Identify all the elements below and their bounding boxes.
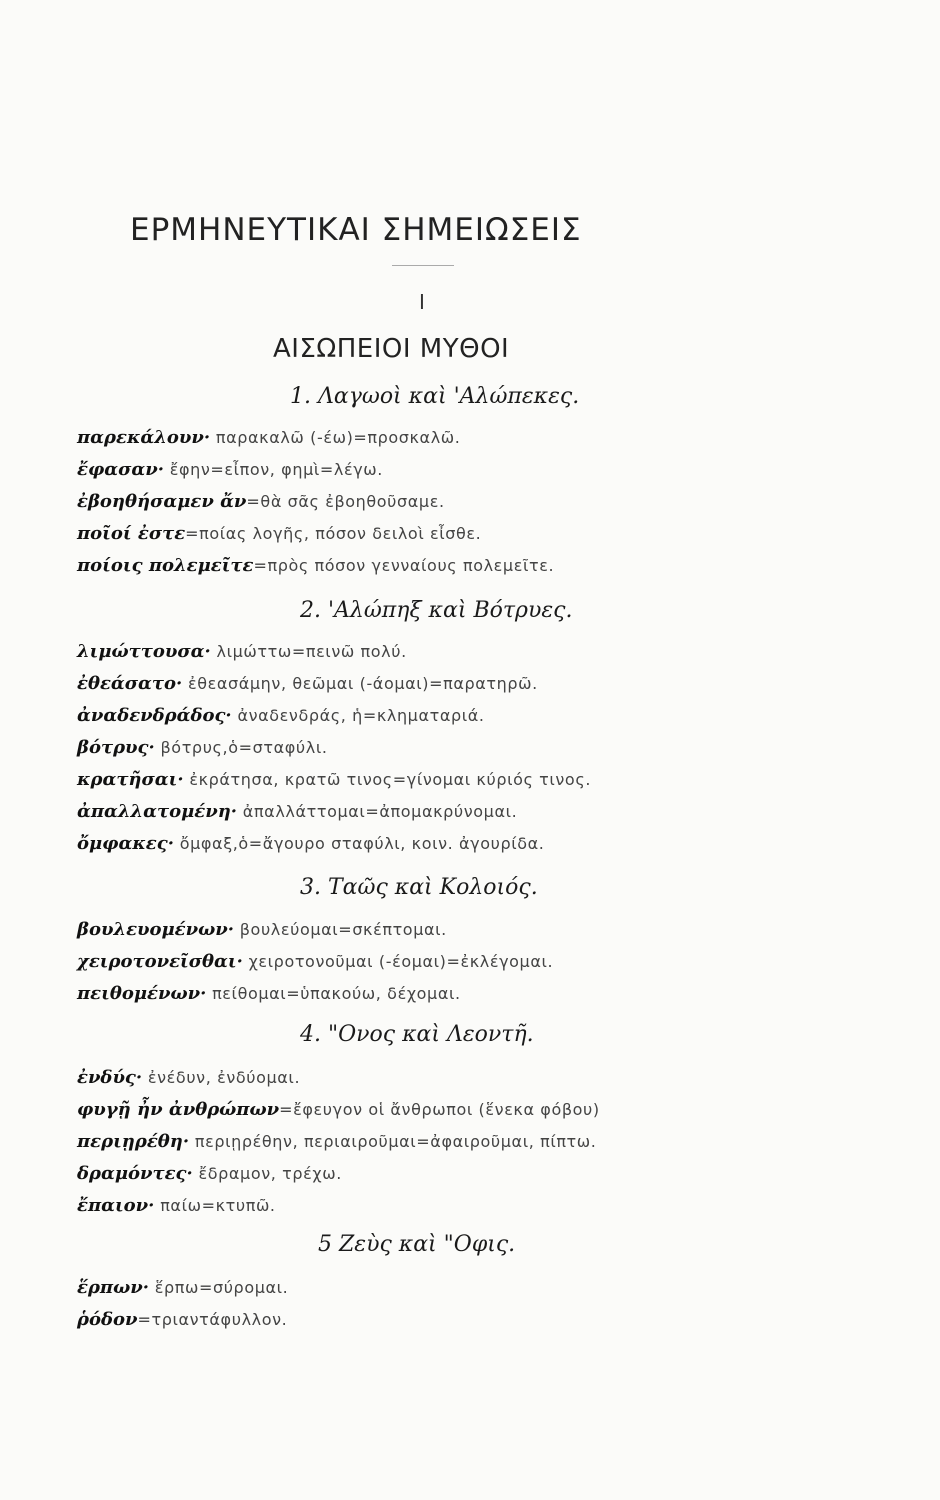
gloss-entry (77, 1194, 276, 1218)
entry-gloss: ἀπαλλάττομαι=ἀπομακρύνομαι. (242, 802, 518, 821)
entry-term: ὄμφακες· (77, 833, 174, 854)
entry-gloss: ἐθεασάμην, θεῶμαι (-άομαι)=παρατηρῶ. (187, 674, 538, 693)
entry-term: ἀπαλλατομένη· (77, 801, 238, 822)
entry-gloss: περιῃρέθην, περιαιροῦμαι=ἀφαιροῦμαι, πίπτω. (194, 1132, 597, 1151)
entry-gloss: πείθομαι=ὑπακούω, δέχομαι. (212, 984, 461, 1003)
gloss-entry (77, 982, 461, 1006)
section-number: I (419, 290, 425, 314)
gloss-entry (77, 1162, 342, 1186)
entry-gloss: ἔφην=εἶπον, φημὶ=λέγω. (169, 460, 383, 479)
entry-term: φυγῇ ἦν ἀνθρώπων (77, 1099, 280, 1120)
gloss-entry (77, 490, 445, 514)
entry-term: ποίοις πολεμεῖτε (77, 555, 254, 576)
gloss-entry (77, 1130, 596, 1154)
fable-heading-3: 3. Ταῶς καὶ Κολοιός. (300, 875, 538, 900)
entry-term: ἐνδύς· (77, 1067, 143, 1088)
entry-gloss: ὄμφαξ,ὁ=ἄγουρο σταφύλι, κοιν. ἀγουρίδα. (179, 834, 545, 853)
entry-gloss: χειροτονοῦμαι (-έομαι)=ἐκλέγομαι. (248, 952, 554, 971)
fable-heading-1: 1. Λαγωοὶ καὶ 'Αλώπεκες. (290, 384, 580, 409)
entry-term: δραμόντες· (77, 1163, 193, 1184)
gloss-entry (77, 1066, 300, 1090)
entry-term: ῥόδον (77, 1309, 138, 1330)
gloss-entry (77, 640, 407, 664)
page-title: ΕΡΜΗΝΕΥΤΙΚΑΙ ΣΗΜΕΙΩΣΕΙΣ (130, 212, 582, 248)
gloss-entry (77, 554, 554, 578)
fable-heading-2: 2. 'Αλώπηξ καὶ Βότρυες. (300, 598, 573, 623)
gloss-entry (77, 522, 481, 546)
entry-term: λιμώττουσα· (77, 641, 211, 662)
entry-term: βότρυς· (77, 737, 155, 758)
entry-gloss: βότρυς,ὁ=σταφύλι. (160, 738, 328, 757)
entry-gloss: ἐκράτησα, κρατῶ τινος=γίνομαι κύριός τινος. (189, 770, 592, 789)
entry-term: ἔφασαν· (77, 459, 164, 480)
entry-term: ἔπαιον· (77, 1195, 155, 1216)
gloss-entry (77, 426, 460, 450)
entry-gloss: ἀναδενδράς, ἡ=κληματαριά. (237, 706, 485, 725)
entry-term: ἀναδενδράδος· (77, 705, 232, 726)
entry-term: βουλευομένων· (77, 919, 235, 940)
gloss-entry (77, 950, 553, 974)
entry-term: κρατῆσαι· (77, 769, 184, 790)
entry-gloss: ἐνέδυν, ἐνδύομαι. (147, 1068, 301, 1087)
gloss-entry (77, 1276, 288, 1300)
entry-term: πειθομένων· (77, 983, 207, 1004)
gloss-entry (77, 704, 485, 728)
entry-term: χειροτονεῖσθαι· (77, 951, 243, 972)
entry-gloss: παίω=κτυπῶ. (160, 1196, 276, 1215)
gloss-entry (77, 1098, 600, 1122)
gloss-entry (77, 918, 447, 942)
gloss-entry (77, 458, 383, 482)
entry-term: παρεκάλουν· (77, 427, 211, 448)
gloss-entry (77, 1308, 287, 1332)
entry-gloss: =ἔφευγον οἱ ἄνθρωποι (ἕνεκα φόβου) (279, 1100, 600, 1119)
entry-term: περιῃρέθη· (77, 1131, 190, 1152)
entry-gloss: λιμώττω=πεινῶ πολύ. (216, 642, 407, 661)
section-title: ΑΙΣΩΠΕΙΟΙ ΜΥΘΟΙ (273, 334, 510, 364)
entry-term: ἐβοηθήσαμεν ἄν (77, 491, 247, 512)
fable-heading-4: 4. "Ονος καὶ Λεοντῆ. (300, 1022, 534, 1047)
gloss-entry (77, 768, 591, 792)
entry-gloss: βουλεύομαι=σκέπτομαι. (239, 920, 447, 939)
gloss-entry (77, 800, 517, 824)
gloss-entry (77, 672, 538, 696)
fable-heading-5: 5 Ζεὺς καὶ "Οφις. (318, 1232, 516, 1257)
entry-term: ποῖοί ἐστε (77, 523, 186, 544)
entry-term: ἐθεάσατο· (77, 673, 183, 694)
entry-gloss: ἕρπω=σύρομαι. (154, 1278, 289, 1297)
gloss-entry (77, 736, 328, 760)
gloss-entry (77, 832, 544, 856)
entry-gloss: =θὰ σᾶς ἐβοηθοῦσαμε. (246, 492, 445, 511)
entry-gloss: παρακαλῶ (-έω)=προσκαλῶ. (215, 428, 461, 447)
entry-gloss: =τριαντάφυλλον. (137, 1310, 288, 1329)
title-divider (392, 265, 454, 266)
entry-term: ἕρπων· (77, 1277, 149, 1298)
entry-gloss: ἔδραμον, τρέχω. (198, 1164, 342, 1183)
entry-gloss: =ποίας λογῆς, πόσον δειλοὶ εἶσθε. (185, 524, 482, 543)
entry-gloss: =πρὸς πόσον γενναίους πολεμεῖτε. (253, 556, 555, 575)
